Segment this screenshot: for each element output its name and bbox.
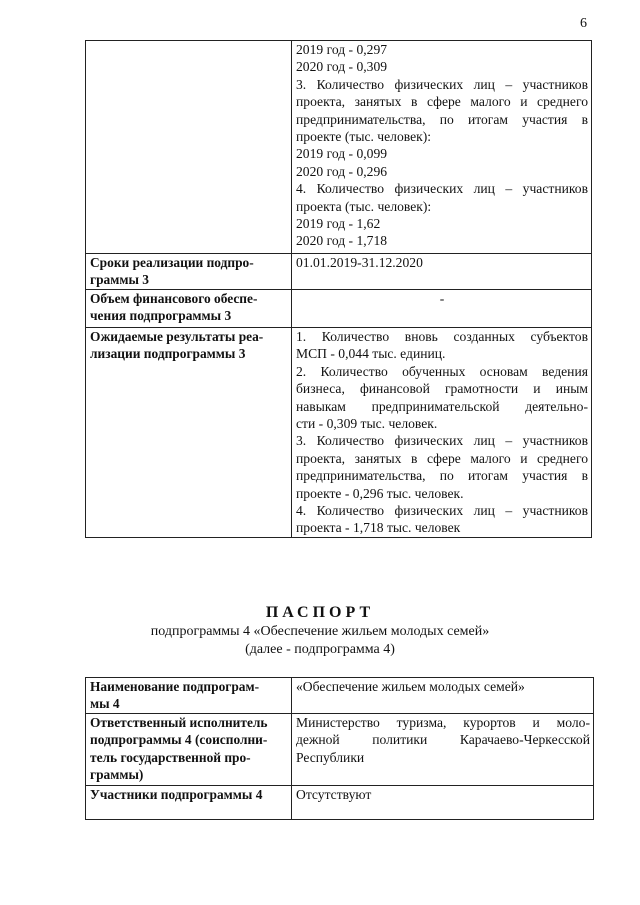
row-label-cell — [86, 41, 292, 254]
row-value-line: 1. Количество вновь созданных субъектов — [296, 329, 588, 344]
passport-subtitle-note: (далее - подпрограмма 4) — [245, 642, 395, 657]
row-value-line: 3. Количество физических лиц – участников — [296, 433, 588, 449]
row-label-cell — [86, 714, 292, 786]
table-row — [86, 786, 594, 820]
row-value-line: предпринимательства, по итогам участия в — [296, 111, 588, 127]
row-value-line: дежной политики Карачаево-Черкесской — [296, 732, 590, 748]
row-label-line: Ожидаемые результаты реа- — [90, 329, 264, 344]
table-row — [86, 290, 592, 328]
row-value-line: 4. Количество физических лиц – участников — [296, 181, 588, 197]
subprogram-3-passport-table — [85, 40, 592, 538]
row-value-cell — [292, 290, 592, 328]
row-label-line: лизации подпрограммы 3 — [90, 346, 246, 362]
row-label-line: подпрограммы 4 (соисполни- — [90, 732, 268, 748]
row-label-line: Ответственный исполнитель — [90, 715, 268, 730]
subprogram-4-passport-table — [85, 677, 594, 820]
row-label-line: чения подпрограммы 3 — [90, 308, 232, 324]
row-label-cell — [86, 678, 292, 714]
table-row — [86, 254, 592, 290]
row-value-line: 2020 год - 0,296 — [296, 163, 388, 179]
passport-title: ПАСПОРТ — [265, 604, 375, 621]
row-label-cell — [86, 328, 292, 538]
row-value-cell — [292, 786, 594, 820]
page-number: 6 — [580, 16, 587, 31]
table-row — [86, 328, 592, 538]
row-value-line: - — [439, 291, 445, 306]
row-value-line: Отсутствуют — [296, 787, 372, 802]
row-value-line: навыкам предпринимательской деятельно- — [296, 398, 588, 414]
row-value-line: 3. Количество физических лиц – участников — [296, 76, 588, 92]
row-value-line: 2019 год - 0,099 — [296, 146, 388, 162]
row-value-line: Республики — [296, 749, 365, 765]
row-value-cell — [292, 714, 594, 786]
row-value-line: 01.01.2019-31.12.2020 — [296, 255, 423, 270]
row-value-cell — [292, 678, 594, 714]
row-value-line: 2020 год - 0,309 — [296, 59, 388, 75]
row-value-line: проекте - 0,296 тыс. человек. — [296, 485, 464, 501]
row-label-line: граммы 3 — [90, 272, 149, 288]
row-label-line: мы 4 — [90, 696, 120, 712]
row-label-line: тель государственной про- — [90, 749, 251, 765]
table-row — [86, 678, 594, 714]
row-label-line: Участники подпрограммы 4 — [90, 787, 263, 802]
row-label-line: Объем финансового обеспе- — [90, 291, 258, 306]
row-value-line: 2019 год - 1,62 — [296, 216, 381, 232]
row-label-line: граммы) — [90, 767, 144, 783]
row-value-line: Министерство туризма, курортов и моло- — [296, 715, 590, 730]
row-label-line: Наименование подпрограм- — [90, 679, 260, 694]
row-value-line: проекта, занятых в сфере малого и среднего — [296, 94, 588, 110]
table-row — [86, 41, 592, 254]
row-value-line: 4. Количество физических лиц – участников — [296, 503, 588, 519]
row-value-line: проекте (тыс. человек): — [296, 129, 432, 145]
row-value-line: сти - 0,309 тыс. человек. — [296, 416, 438, 432]
row-value-line: 2020 год - 1,718 — [296, 233, 388, 249]
row-label-line: Сроки реализации подпро- — [90, 255, 254, 270]
row-value-line: проекта, занятых в сфере малого и среднего — [296, 450, 588, 466]
row-value-cell — [292, 328, 592, 538]
row-value-line: МСП - 0,044 тыс. единиц. — [296, 346, 446, 362]
row-value-line: бизнеса, финансовой грамотности и иным — [296, 381, 588, 397]
row-value-line: проекта (тыс. человек): — [296, 198, 432, 214]
row-label-cell — [86, 786, 292, 820]
row-label-cell — [86, 254, 292, 290]
passport-subtitle: подпрограммы 4 «Обеспечение жильем молодых семей» — [150, 624, 490, 639]
row-value-line: 2. Количество обученных основам ведения — [296, 363, 588, 379]
row-value-line: проекта - 1,718 тыс. человек — [296, 520, 461, 536]
row-value-line: предпринимательства, по итогам участия в — [296, 468, 588, 484]
row-value-line: 2019 год - 0,297 — [296, 42, 388, 57]
row-value-cell — [292, 41, 592, 254]
row-value-cell — [292, 254, 592, 290]
row-label-cell — [86, 290, 292, 328]
row-value-line: «Обеспечение жильем молодых семей» — [296, 679, 525, 694]
table-row — [86, 714, 594, 786]
